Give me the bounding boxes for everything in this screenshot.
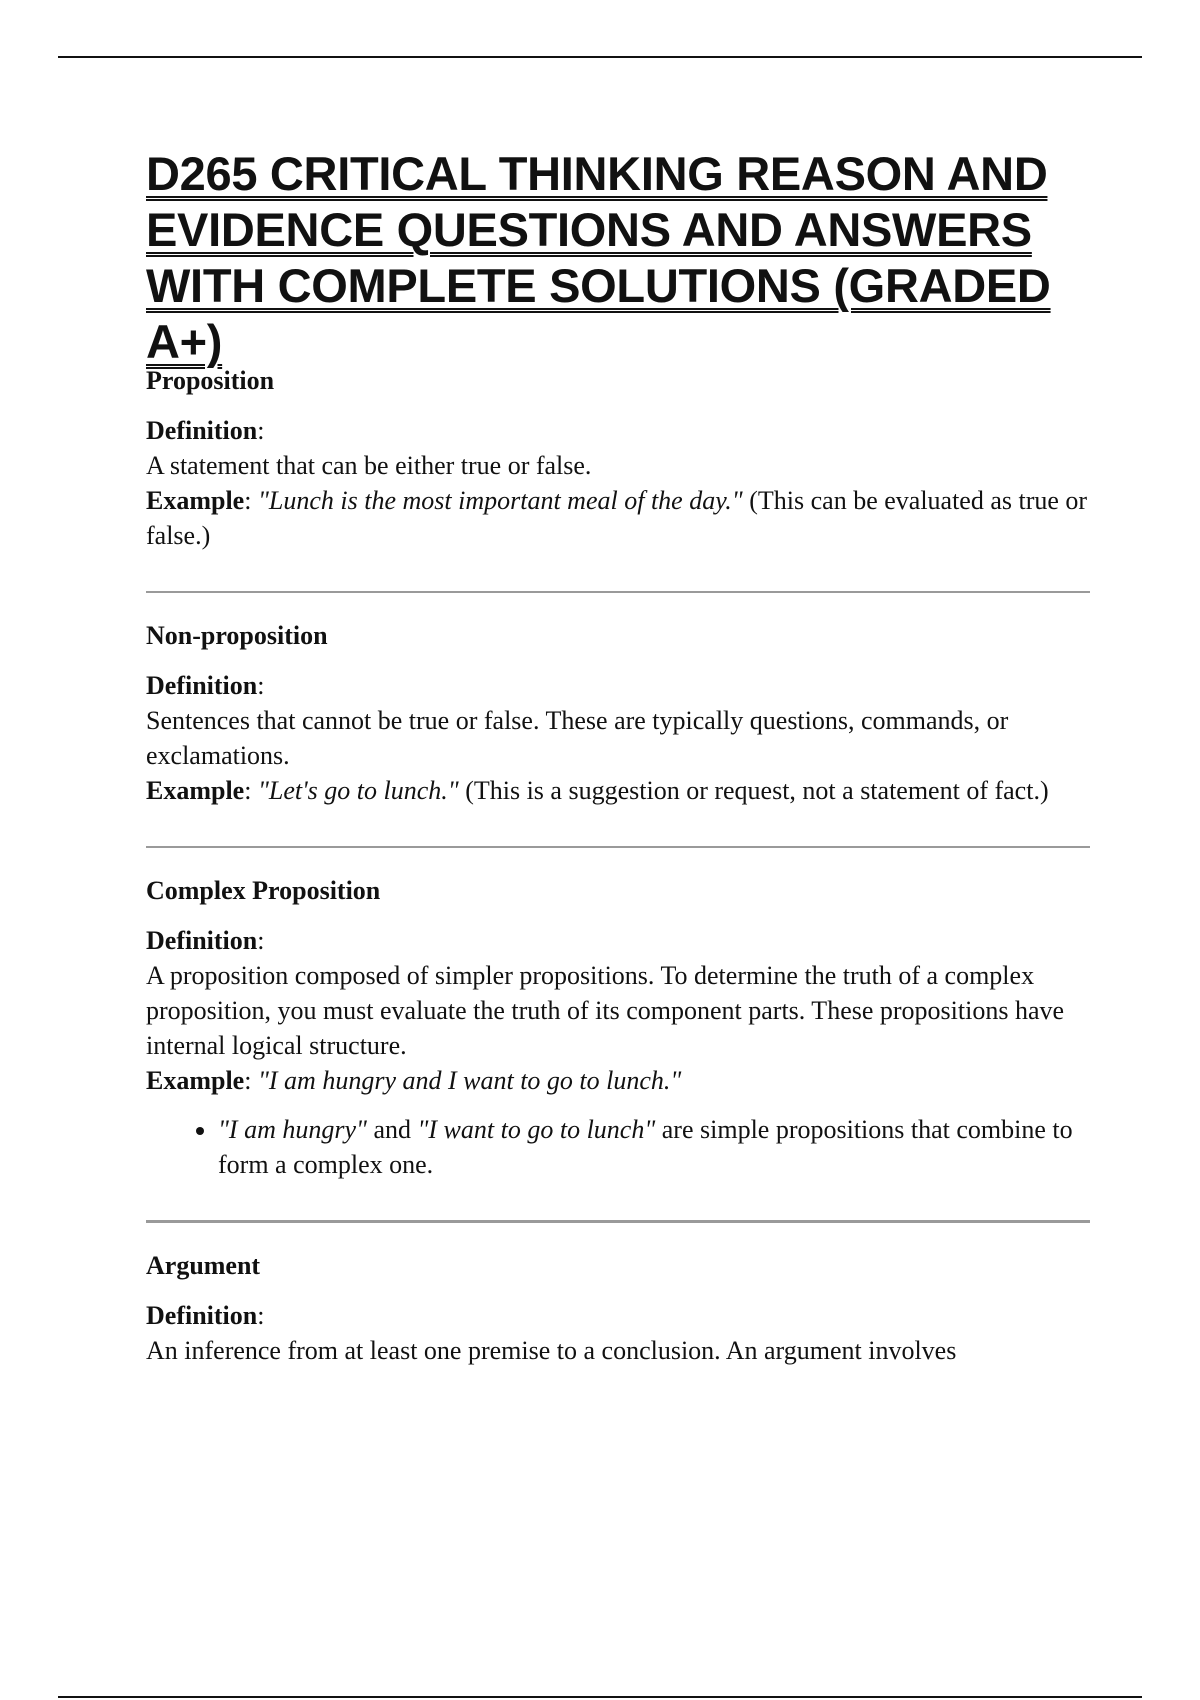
example-label: Example xyxy=(146,486,245,515)
definition-label-line xyxy=(146,671,1090,701)
bullet-connector: and xyxy=(366,1115,418,1144)
colon: : xyxy=(244,1066,252,1095)
definition-label: Definition xyxy=(146,671,258,700)
definition-label: Definition xyxy=(146,1301,258,1330)
section-heading: Proposition xyxy=(146,366,275,395)
example-bullet-list xyxy=(146,1112,1090,1182)
definition-label: Definition xyxy=(146,926,258,955)
colon: : xyxy=(257,671,265,700)
section-heading: Complex Proposition xyxy=(146,876,381,905)
section-divider xyxy=(146,846,1090,848)
example-line xyxy=(146,1063,1090,1098)
example-quote: "Lunch is the most important meal of the day." xyxy=(257,486,743,515)
example-note: (This is a suggestion or request, not a statement of fact.) xyxy=(458,776,1049,805)
definition-label-line xyxy=(146,1301,1090,1331)
definition-label: Definition xyxy=(146,416,258,445)
definition-text: A statement that can be either true or false. xyxy=(146,451,592,480)
section-heading: Non-proposition xyxy=(146,621,328,650)
section-heading: Argument xyxy=(146,1251,261,1280)
section-argument xyxy=(146,1251,1090,1368)
document-title: D265 CRITICAL THINKING REASON AND EVIDENCE QUESTIONS AND ANSWERS WITH COMPLETE SOLUTIONS (GRADED A+) xyxy=(146,147,1051,368)
definition-text: An inference from at least one premise to a conclusion. An argument involves xyxy=(146,1336,957,1365)
colon: : xyxy=(257,926,265,955)
example-line xyxy=(146,483,1090,553)
example-label: Example xyxy=(146,1066,245,1095)
definition-label-line xyxy=(146,416,1090,446)
bullet-quote-1: "I am hungry" xyxy=(218,1115,367,1144)
example-quote: "I am hungry and I want to go to lunch." xyxy=(257,1066,682,1095)
definition-label-line xyxy=(146,926,1090,956)
bullet-quote-2: "I want to go to lunch" xyxy=(417,1115,656,1144)
definition-text: A proposition composed of simpler propositions. To determine the truth of a complex proposition, you must evaluate the truth of its component parts. These propositions have internal logical structure. xyxy=(146,961,1065,1060)
page-top-rule xyxy=(58,56,1142,58)
section-complex-proposition xyxy=(146,876,1090,1182)
example-quote: "Let's go to lunch." xyxy=(257,776,459,805)
colon: : xyxy=(244,776,252,805)
colon: : xyxy=(244,486,252,515)
section-proposition xyxy=(146,366,1090,553)
example-label: Example xyxy=(146,776,245,805)
colon: : xyxy=(257,416,265,445)
section-non-proposition xyxy=(146,621,1090,808)
section-divider xyxy=(146,1220,1090,1223)
example-line xyxy=(146,773,1090,808)
bullet-rest: are simple propositions that combine to form a complex one. xyxy=(218,1115,1073,1179)
example-note: (This can be evaluated as true or false.) xyxy=(146,486,1088,550)
list-item xyxy=(218,1112,1090,1182)
page-bottom-rule xyxy=(58,1696,1142,1698)
colon: : xyxy=(257,1301,265,1330)
definition-text: Sentences that cannot be true or false. These are typically questions, commands, or exclamations. xyxy=(146,706,1009,770)
section-divider xyxy=(146,591,1090,593)
document-body xyxy=(146,146,1090,1368)
